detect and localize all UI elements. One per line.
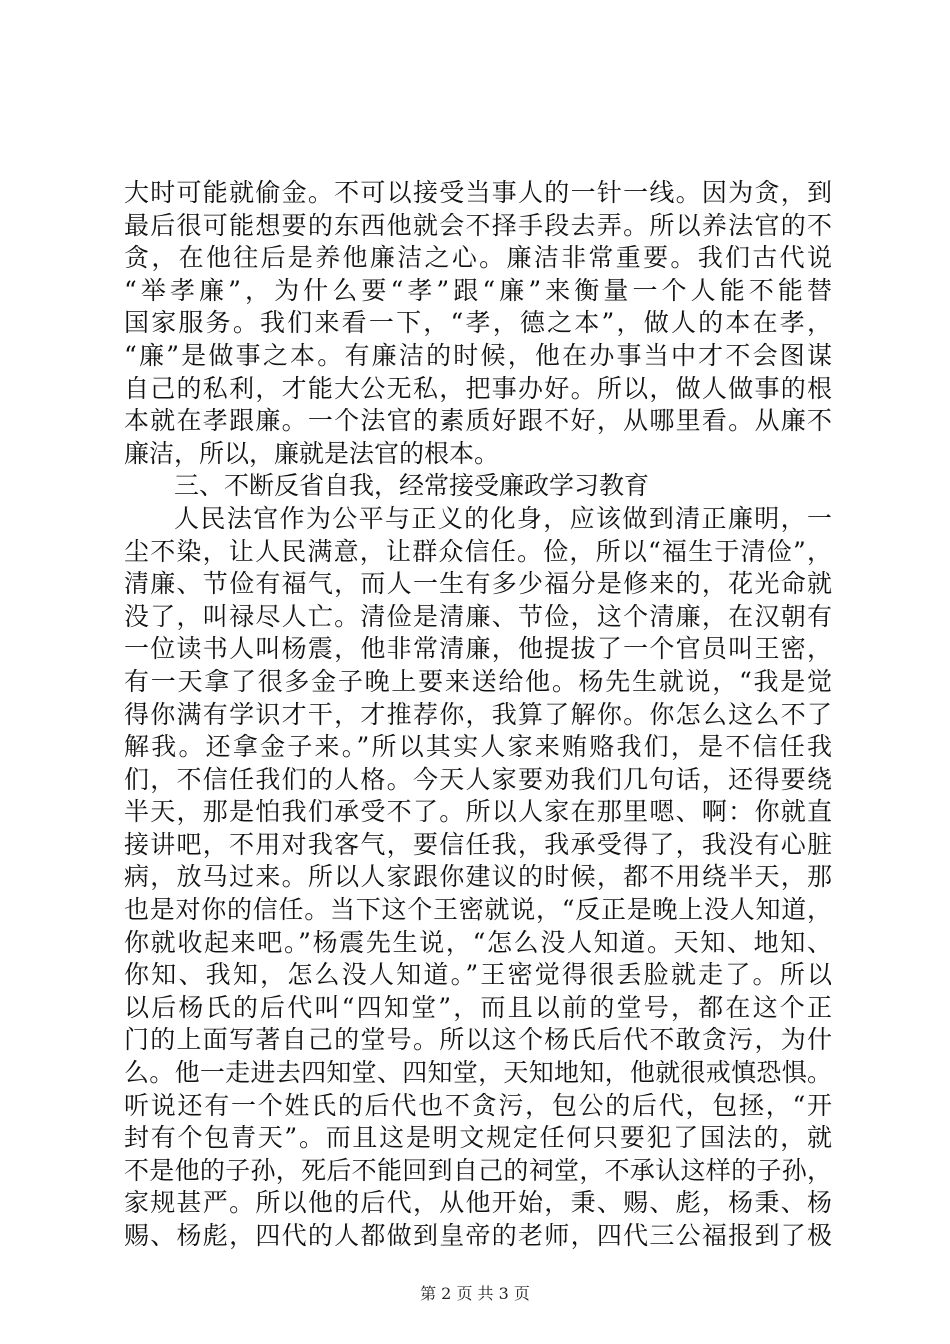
text-line: 自己的私利，才能大公无私，把事办好。所以，做人做事的根 xyxy=(124,373,832,403)
text-line: “廉”是做事之本。有廉洁的时候，他在办事当中才不会图谋 xyxy=(124,340,832,370)
text-line: 人民法官作为公平与正义的化身，应该做到清正廉明，一 xyxy=(174,503,832,533)
text-line: 最后很可能想要的东西他就会不择手段去弄。所以养法官的不 xyxy=(124,210,832,240)
text-line: 以后杨氏的后代叫“四知堂”，而且以前的堂号，都在这个正 xyxy=(124,992,832,1022)
text-line: 清廉、节俭有福气，而人一生有多少福分是修来的，花光命就 xyxy=(124,569,832,599)
text-line: 门的上面写著自己的堂号。所以这个杨氏后代不敢贪污，为什 xyxy=(124,1025,832,1055)
text-line: 不是他的子孙，死后不能回到自己的祠堂，不承认这样的子孙， xyxy=(124,1155,832,1185)
text-line: 尘不染，让人民满意，让群众信任。俭，所以“福生于清俭”， xyxy=(124,536,832,566)
text-line: 赐、杨彪，四代的人都做到皇帝的老师，四代三公福报到了极 xyxy=(124,1221,832,1250)
text-line: 你就收起来吧。”杨震先生说，“怎么没人知道。天知、地知、 xyxy=(124,927,832,957)
text-line: 病，放马过来。所以人家跟你建议的时候，都不用绕半天，那 xyxy=(124,862,832,892)
page-footer: 第 2 页 共 3 页 xyxy=(420,1284,530,1303)
text-line: 封有个包青天”。而且这是明文规定任何只要犯了国法的，就 xyxy=(124,1123,832,1153)
text-line: 也是对你的信任。当下这个王密就说，“反正是晚上没人知道， xyxy=(124,895,832,925)
text-line: 听说还有一个姓氏的后代也不贪污，包公的后代，包拯，“开 xyxy=(124,1090,832,1120)
text-line: 没了，叫禄尽人亡。清俭是清廉、节俭，这个清廉，在汉朝有 xyxy=(124,601,832,631)
text-line: 贪，在他往后是养他廉洁之心。廉洁非常重要。我们古代说 xyxy=(124,243,832,273)
text-line: 得你满有学识才干，才推荐你，我算了解你。你怎么这么不了 xyxy=(124,699,832,729)
text-line: 解我。还拿金子来。”所以其实人家来贿赂我们，是不信任我 xyxy=(124,732,832,762)
text-line: 有一天拿了很多金子晚上要来送给他。杨先生就说，“我是觉 xyxy=(124,666,832,696)
text-line: 么。他一走进去四知堂、四知堂，天知地知，他就很戒慎恐惧。 xyxy=(124,1058,832,1088)
text-line: 半天，那是怕我们承受不了。所以人家在那里嗯、啊：你就直 xyxy=(124,797,832,827)
text-line: 大时可能就偷金。不可以接受当事人的一针一线。因为贪，到 xyxy=(124,178,832,207)
text-line: 接讲吧，不用对我客气，要信任我，我承受得了，我没有心脏 xyxy=(124,829,832,859)
section-heading: 三、不断反省自我，经常接受廉政学习教育 xyxy=(174,471,650,501)
text-line: 国家服务。我们来看一下，“孝，德之本”，做人的本在孝， xyxy=(124,308,832,338)
text-line: 廉洁，所以，廉就是法官的根本。 xyxy=(124,438,500,468)
body-text xyxy=(124,177,832,1253)
text-line: 你知、我知，怎么没人知道。”王密觉得很丢脸就走了。所以 xyxy=(124,960,832,990)
text-line: “举孝廉”，为什么要“孝”跟“廉”来衡量一个人能不能替 xyxy=(124,275,832,305)
text-line: 本就在孝跟廉。一个法官的素质好跟不好，从哪里看。从廉不 xyxy=(124,406,832,436)
text-line: 们，不信任我们的人格。今天人家要劝我们几句话，还得要绕 xyxy=(124,764,832,794)
text-line: 一位读书人叫杨震，他非常清廉，他提拔了一个官员叫王密， xyxy=(124,634,832,664)
text-line: 家规甚严。所以他的后代，从他开始，秉、赐、彪，杨秉、杨 xyxy=(124,1188,832,1218)
